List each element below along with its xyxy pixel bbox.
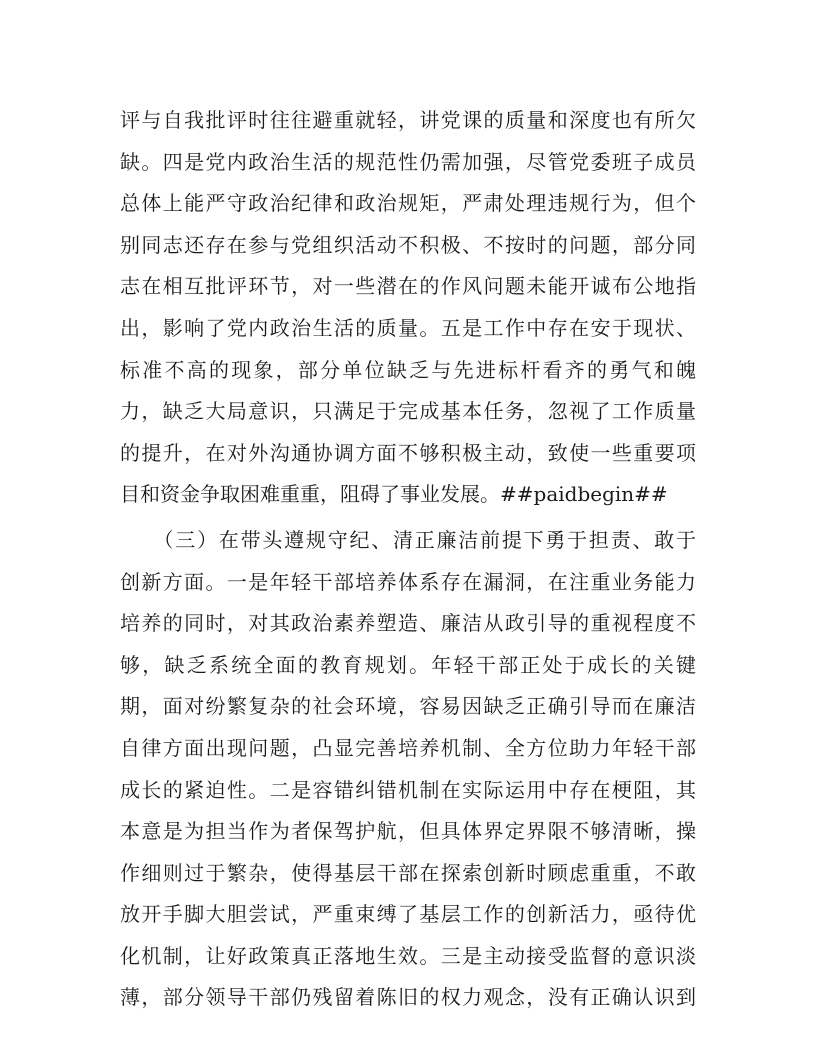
text-line: 培养的同时，对其政治素养塑造、廉洁从政引导的重视程度不 bbox=[120, 611, 696, 636]
text-line: 目和资金争取困难重重，阻碍了事业发展。##paidbegin## bbox=[120, 482, 668, 507]
text-line: 志在相互批评环节，对一些潜在的作风问题未能开诚布公地指 bbox=[120, 274, 696, 299]
paragraph-1 bbox=[120, 100, 696, 516]
text-line: 总体上能严守政治纪律和政治规矩，严肃处理违规行为，但个 bbox=[120, 191, 696, 216]
text-line: 的提升，在对外沟通协调方面不够积极主动，致使一些重要项 bbox=[120, 440, 696, 465]
text-line: 缺。四是党内政治生活的规范性仍需加强，尽管党委班子成员 bbox=[120, 149, 696, 174]
text-line: 放开手脚大胆尝试，严重束缚了基层工作的创新活力，亟待优 bbox=[120, 902, 696, 927]
text-line: 期，面对纷繁复杂的社会环境，容易因缺乏正确引导而在廉洁 bbox=[120, 694, 696, 719]
text-line: 创新方面。一是年轻干部培养体系存在漏洞，在注重业务能力 bbox=[120, 569, 696, 594]
document-page bbox=[120, 100, 696, 1019]
text-line: 成长的紧迫性。二是容错纠错机制在实际运用中存在梗阻，其 bbox=[120, 777, 696, 802]
text-line: 评与自我批评时往往避重就轻，讲党课的质量和深度也有所欠 bbox=[120, 108, 696, 132]
text-line: 出，影响了党内政治生活的质量。五是工作中存在安于现状、 bbox=[120, 315, 696, 340]
text-line: 力，缺乏大局意识，只满足于完成基本任务，忽视了工作质量 bbox=[120, 399, 696, 424]
text-line: 本意是为担当作为者保驾护航，但具体界定界限不够清晰，操 bbox=[120, 819, 696, 844]
text-line: 化机制，让好政策真正落地生效。三是主动接受监督的意识淡 bbox=[120, 943, 696, 968]
text-line: 别同志还存在参与党组织活动不积极、不按时的问题，部分同 bbox=[120, 232, 696, 257]
text-line: 标准不高的现象，部分单位缺乏与先进标杆看齐的勇气和魄 bbox=[120, 357, 696, 382]
text-line: 够，缺乏系统全面的教育规划。年轻干部正处于成长的关键 bbox=[120, 652, 696, 677]
text-line: （三）在带头遵规守纪、清正廉洁前提下勇于担责、敢于 bbox=[120, 527, 696, 552]
paragraph-2 bbox=[120, 520, 696, 1019]
text-line: 作细则过于繁杂，使得基层干部在探索创新时顾虑重重，不敢 bbox=[120, 860, 696, 885]
text-line: 自律方面出现问题，凸显完善培养机制、全方位助力年轻干部 bbox=[120, 735, 696, 760]
text-line: 薄，部分领导干部仍残留着陈旧的权力观念，没有正确认识到 bbox=[120, 985, 696, 1010]
